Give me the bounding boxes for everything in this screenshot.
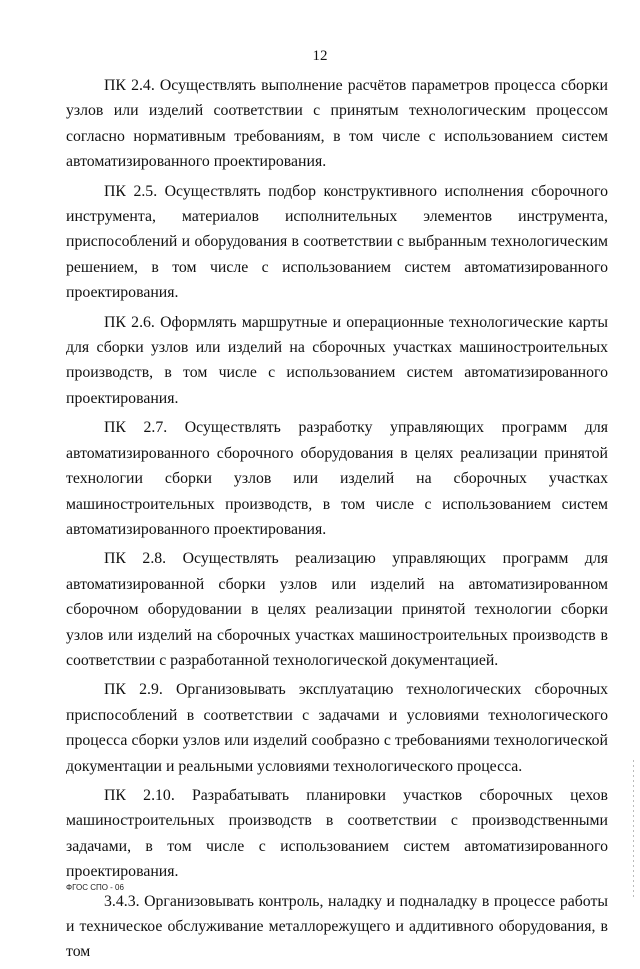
footer-standard-code: ФГОС СПО - 06 (66, 883, 124, 892)
paragraph-pk-2-4: ПК 2.4. Осуществлять выполнение расчётов параметров процесса сборки узлов или изделий соответствии с принятым технологическим процессом согласно нормативным требованиям, в том числе с использованием систем автоматизированного проектирования. (66, 77, 608, 171)
document-body (66, 73, 608, 969)
paragraph-pk-2-6: ПК 2.6. Оформлять маршрутные и операционные технологические карты для сборки узлов или изделий на сборочных участках машиностроительных производств, в том числе с использованием систем автоматизированного проектирования. (66, 313, 608, 407)
page-number: 12 (312, 48, 328, 64)
paragraph-pk-2-5: ПК 2.5. Осуществлять подбор конструктивного исполнения сборочного инструмента, материалов исполнительных элементов инструмента, приспособлений и оборудования в соответствии с выбранным технологическим решением, в том числе с использованием систем автоматизированного проектирования. (66, 182, 608, 302)
paragraph-pk-2-10: ПК 2.10. Разрабатывать планировки участков сборочных цехов машиностроительных производств в соответствии с производственными задачами, в том числе с использованием систем автоматизированного проектирования. (66, 786, 608, 881)
paragraph-3-4-3: 3.4.3. Организовывать контроль, наладку и подналадку в процессе работы и техническое обслуживание металлорежущего и аддитивного оборудования, в том (66, 892, 608, 961)
scan-edge-artifact (633, 760, 634, 900)
paragraph-pk-2-8: ПК 2.8. Осуществлять реализацию управляющих программ для автоматизированной сборки узлов или изделий на автоматизированном сборочном оборудовании в целях реализации принятой технологии сборки узлов или изделий на сборочных участках машиностроительных производств в соответствии с разработанной технологической документацией. (66, 550, 608, 669)
paragraph-pk-2-9: ПК 2.9. Организовывать эксплуатацию технологических сборочных приспособлений в соответствии с задачами и условиями технологического процесса сборки узлов или изделий сообразно с требованиями технологической документации и реальными условиями технологического процесса. (66, 681, 608, 775)
paragraph-pk-2-7: ПК 2.7. Осуществлять разработку управляющих программ для автоматизированного сборочного оборудования в целях реализации принятой технологии сборки узлов или изделий на сборочных участках машиностроительных производств, в том числе с использованием систем автоматизированного проектирования. (66, 419, 608, 538)
